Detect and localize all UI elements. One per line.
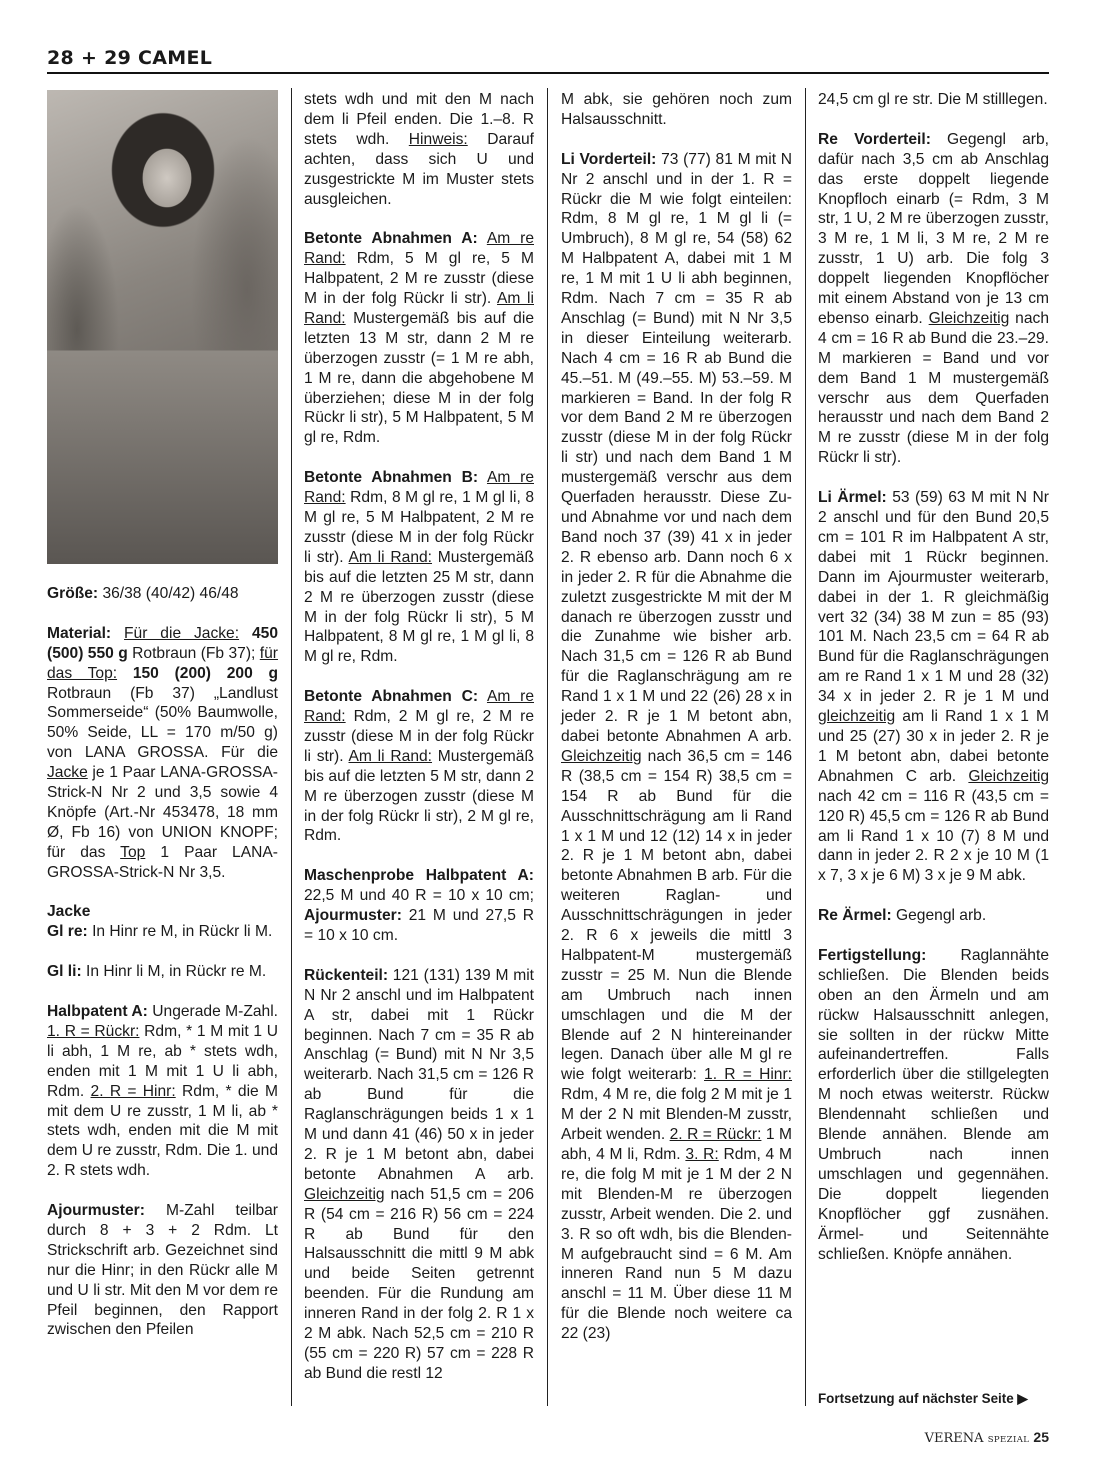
column-divider <box>291 88 292 1406</box>
column-1 <box>47 90 278 1360</box>
continuation-paragraph: M abk, sie gehören noch zum Halsausschnitt. <box>561 91 792 128</box>
page-number: 25 <box>1033 1429 1049 1445</box>
li-aermel-paragraph: Li Ärmel: 53 (59) 63 M mit N Nr 2 anschl und für den Bund 20,5 cm = 101 R im Halbpatent A str, dabei mit 1 Rückr beginnen. Dann im Ajourmuster weiterarb, dabei in der 1. R gleichmäßig vert 32 (34) 38 M zun = 85 (93) 101 M. Nach 23,5 cm = 64 R ab Bund für die Raglanschrägungen am re Rand 1 x 1 M und 28 (32) 34 x in jeder 2. R je 1 M und gleichzeitig am li Rand 1 x 1 M und 25 (27) 30 x in jeder 2. R je 1 M betont abn, dabei betonte Abnahmen C arb. Gleichzeitig nach 42 cm = 116 R (43,5 cm = 120 R) 45,5 cm = 126 R ab Bund am li Rand 1 x 10 (7) 8 M und dann in jeder 2. R 2 x je 10 M (1 x 7, 3 x je 6 M) 3 x je 9 M abk. <box>818 489 1049 885</box>
brand-name: VERENA <box>924 1431 984 1446</box>
column-divider <box>805 88 806 1406</box>
re-vorderteil-paragraph: Re Vorderteil: Gegengl arb, dafür nach 3,5 cm ab Anschlag das erste doppelt liegende Knopfloch einarb (= Rdm, 3 M str, 1 U, 2 M re überzogen zusstr, 3 M re, 1 M li, 3 M re, 2 M re zusstr, 1 U) arb. Die folg 3 doppelt liegenden Knopflöcher mit einem Abstand von je 13 cm ebenso einarb. Gleichzeitig nach 4 cm = 16 R ab Bund die 23.–29. M markieren = Band und vor dem Band 1 M mustergemäß verschr aus dem Querfaden herausstr und nach dem Band 2 M re zusstr (diese M in der folg Rückr li str). <box>818 130 1050 467</box>
continuation-paragraph: 24,5 cm gl re str. Die M stilllegen. <box>818 91 1048 108</box>
column-2 <box>304 90 534 1404</box>
abnahmen-c-paragraph: Betonte Abnahmen C: Am re Rand: Rdm, 2 M gl re, 2 M re zusstr (diese M in der folg Rückr li str). Am li Rand: Mustergemäß bis auf die letzten 5 M str, dann 2 M re überzogen zusstr (diese M in der folg Rückr li str), 2 M gl re, Rdm. <box>304 688 534 845</box>
material-paragraph: Material: Für die Jacke: 450 (500) 550 g Rotbraun (Fb 37); für das Top: 150 (200) 200 g Rotbraun (Fb 37) „Landlust Sommerseide“ (50% Baumwolle, 50% Seide, LL = 170 m/50 g) von LANA GROSSA. Für die Jacke je 1 Paar LANA-GROSSA-Strick-N Nr 2 und 3,5 sowie 4 Knöpfe (Art.-Nr 453478, 18 mm Ø, Fb 16) von UNION KNOPF; für das Top 1 Paar LANA-GROSSA-Strick-N Nr 3,5. <box>47 624 278 881</box>
size-paragraph: Größe: 36/38 (40/42) 46/48 <box>47 585 239 602</box>
column-4 <box>818 90 1049 1284</box>
maschenprobe-paragraph: Maschenprobe Halbpatent A: 22,5 M und 40 R = 10 x 10 cm; Ajourmuster: 21 M und 27,5 R = 10 x 10 cm. <box>304 867 534 944</box>
hinweis-paragraph: stets wdh und mit den M nach dem li Pfeil enden. Die 1.–8. R stets wdh. Hinweis: Darauf achten, dass sich U und zusgestrickte M im Muster stets ausgleichen. <box>304 91 534 208</box>
re-aermel-paragraph: Re Ärmel: Gegengl arb. <box>818 907 987 925</box>
page-header <box>47 46 1049 74</box>
li-vorderteil-paragraph: Li Vorderteil: 73 (77) 81 M mit N Nr 2 anschl und in der 1. R = Rückr die M wie folgt einteilen: Rdm, 8 M gl re, 1 M gl li (= Umbruch), 8 M gl re, 54 (58) 62 M Halbpatent A, dabei mit 1 M re, 1 M mit 1 U li abh beginnen, Rdm. Nach 7 cm = 35 R ab Anschlag (= Bund) mit N Nr 3,5 in dieser Einteilung weiterarb. Nach 4 cm = 16 R ab Bund die 45.–51. M (49.–55. M) 53.–59. M markieren = Band. In der folg R vor dem Band 2 M re überzogen zusstr (diese M in der folg Rückr li str) und nach dem Band 1 M mustergemäß verschr aus dem Querfaden herausstr. Diese Zu- und Abnahme vor und nach dem Band noch 37 (39) 41 x in jeder 2. R ebenso arb. Dann noch 6 x in jeder 2. R für die Abnahme die zuletzt zusgestrickte M mit der M danach re überzogen zusstr und die Zunahme wie bisher arb. Nach 31,5 cm = 126 R ab Bund für die Raglanschrägung am re Rand 1 x 1 M und 22 (26) 28 x in jeder 2. R je 1 M betont abn, dabei betonte Abnahmen A arb. Gleichzeitig nach 36,5 cm = 146 R (38,5 cm = 154 R) 38,5 cm = 154 R ab Bund für die Ausschnittschrägung am li Rand 1 x 1 M und 12 (12) 14 x in jeder 2. R je 1 M betont abn, dabei betonte Abnahmen B arb. Für die weiteren Raglan- und Ausschnittschrägungen in jeder 2. R 6 x jeweils die mittl 3 Halbpatent-M mustergemäß zusstr = 25 M. Nun die Blende am Umbruch nach innen umschlagen und die M der Blende auf 2 N hintereinander legen. Danach über alle M gl re wie folgt weiterarb: 1. R = Hinr: Rdm, 4 M re, die folg 2 M mit je 1 M der 2 N mit Blenden-M zusstr, Arbeit wenden. 2. R = Rückr: 1 M abh, 4 M li, Rdm. 3. R: Rdm, 4 M re, die folg M mit je 1 M der 2 N mit Blenden-M re überzogen zusstr, Arbeit wenden. Die 2. und 3. R so oft wdh, bis die Blenden-M aufgebraucht sind = 6 M. Am inneren Rand nun 5 M dazu anschl = 11 M. Über diese 11 M für die Blende noch weitere ca 22 (23) <box>561 150 793 1343</box>
column-3 <box>561 90 792 1364</box>
model-photo <box>47 90 278 564</box>
continue-note: Fortsetzung auf nächster Seite ▶ <box>818 1391 1028 1406</box>
section-heading: Jacke <box>47 903 91 921</box>
halbpatent-paragraph: Halbpatent A: Ungerade M-Zahl. 1. R = Rückr: Rdm, * 1 M mit 1 U li abh, 1 M re, ab * stets wdh, enden mit 1 M mit 1 U li abh, Rdm. 2. R = Hinr: Rdm, * die M mit dem U re zusstr, 1 M li, ab * stets wdh, enden mit die M mit dem U re zusstr, Rdm. Die 1. und 2. R stets wdh. <box>47 1002 278 1180</box>
page-title: 28 + 29 CAMEL <box>47 47 213 69</box>
jacke-section: Jacke Gl re: In Hinr re M, in Rückr li M. <box>47 903 273 941</box>
brand-sub: SPEZIAL <box>987 1435 1030 1445</box>
ajour-paragraph: Ajourmuster: M-Zahl teilbar durch 8 + 3 + 2 Rdm. Lt Strickschrift arb. Gezeichnet sind nur die Hinr; in den Rückr alle M und U li str. Mit den M vor dem re Pfeil beginnen, den Rapport zwischen den Pfeilen <box>47 1202 278 1339</box>
page-footer-brand <box>925 1429 1049 1446</box>
fertigstellung-paragraph: Fertigstellung: Raglannähte schließen. Die Blenden beids oben an den Ärmeln und am rückw Halsausschnitt anlegen, sie sollten in der rückw Mitte aufeinandertreffen. Falls erforderlich über die stillgelegten M noch etwas weiterstr. Rückw Blendennaht schließen und Blende annähen. Blende am Umbruch nach innen umschlagen und gegennähen. Die doppelt liegenden Knopflöcher ggf zusnähen. Ärmel- und Seitennähte schließen. Knöpfe annähen. <box>818 946 1049 1263</box>
abnahmen-a-paragraph: Betonte Abnahmen A: Am re Rand: Rdm, 5 M gl re, 5 M Halbpatent, 2 M re zusstr (diese M in der folg Rückr li str). Am li Rand: Mustergemäß bis auf die letzten 13 M str, dann 2 M re überzogen zusstr (= 1 M re abh, 1 M re, dann die abgehobene M überziehen; diese M in der folg Rückr li str), 5 M Halbpatent, 5 M gl re, Rdm. <box>304 230 534 447</box>
column-divider <box>547 88 548 1406</box>
rueckenteil-paragraph: Rückenteil: 121 (131) 139 M mit N Nr 2 anschl und im Halbpatent A str, dabei mit 1 Rückr beginnen. Nach 7 cm = 35 R ab Anschlag (= Bund) mit N Nr 3,5 weiterarb. Nach 31,5 cm = 126 R ab Bund für die Raglanschrägungen beids 1 x 1 M und dann 41 (46) 50 x in jeder 2. R je 1 M betont abn, dabei betonte Abnahmen A arb. Gleichzeitig nach 51,5 cm = 206 R (54 cm = 216 R) 56 cm = 224 R ab Bund für den Halsausschnitt die mittl 9 M abk und beide Seiten getrennt beenden. Für die Rundung am inneren Rand in der folg 2. R 1 x 2 M abk. Nach 52,5 cm = 210 R (55 cm = 220 R) 57 cm = 228 R ab Bund die restl 12 <box>304 966 534 1382</box>
glli-paragraph: Gl li: In Hinr li M, in Rückr re M. <box>47 963 267 981</box>
abnahmen-b-paragraph: Betonte Abnahmen B: Am re Rand: Rdm, 8 M gl re, 1 M gl li, 8 M gl re, 5 M Halbpatent, 2 M re zusstr (diese M in der folg Rückr li str). Am li Rand: Mustergemäß bis auf die letzten 25 M str, dann 2 M re überzogen zusstr (diese M in der folg Rückr li str), 5 M Halbpatent, 8 M gl re, 1 M gl li, 8 M gl re, Rdm. <box>304 469 534 666</box>
